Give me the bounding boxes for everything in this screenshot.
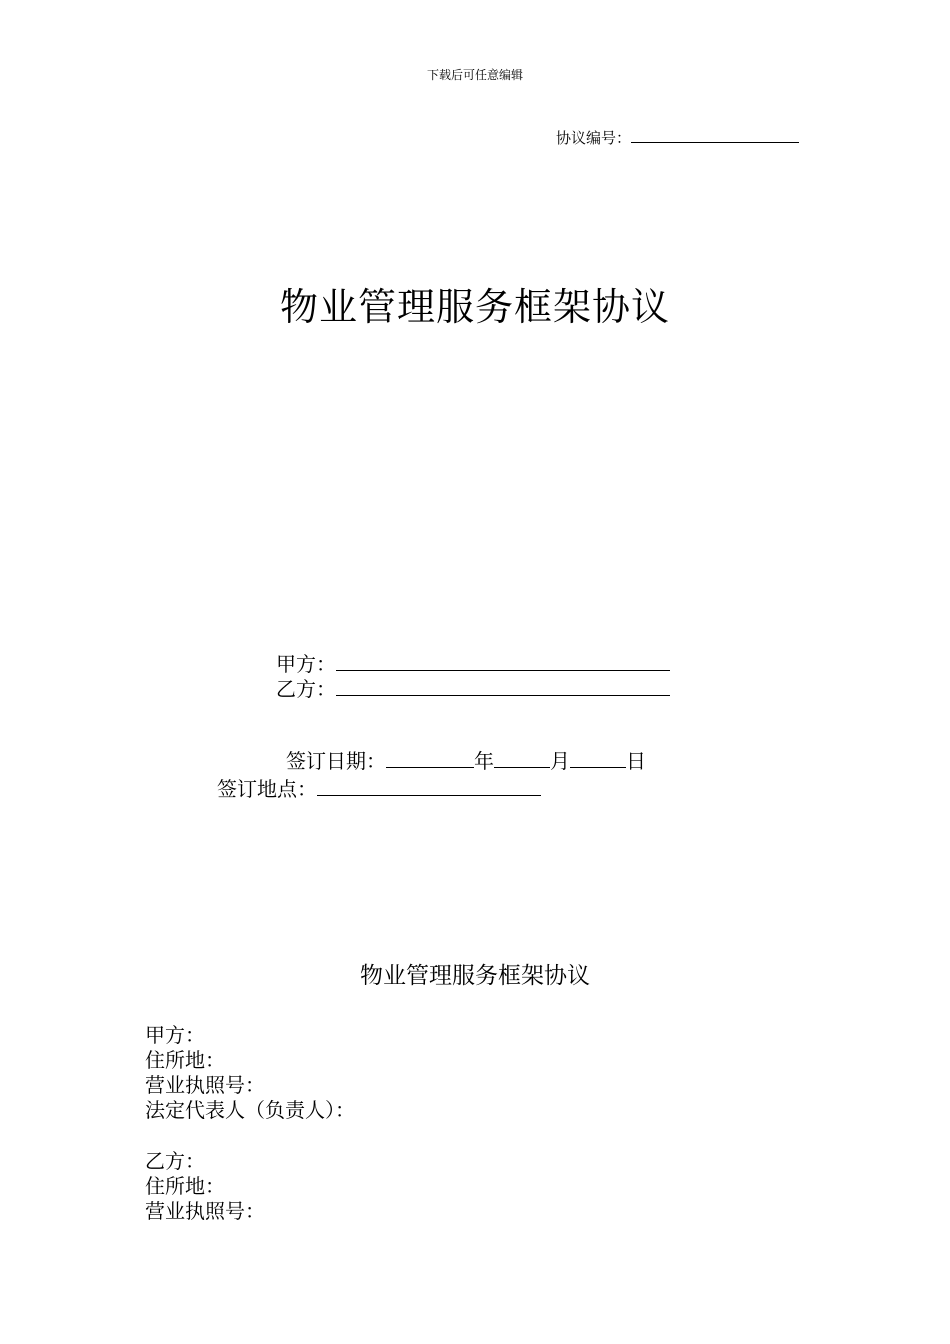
party-a-license: 营业执照号：	[145, 1073, 265, 1097]
agreement-number-field	[556, 127, 799, 148]
agreement-number-label: 协议编号：	[556, 129, 632, 147]
signing-month-label: 月	[550, 749, 570, 773]
cover-party-b-label: 乙方：	[276, 677, 336, 701]
cover-party-a-blank	[336, 651, 670, 671]
party-b-heading: 乙方：	[145, 1149, 205, 1173]
body-title: 物业管理服务框架协议	[360, 963, 590, 989]
signing-month-blank	[494, 748, 550, 768]
signing-place-blank	[317, 776, 541, 796]
signing-year-label: 年	[474, 749, 494, 773]
agreement-number-blank	[631, 128, 799, 143]
party-b-license: 营业执照号：	[145, 1199, 265, 1223]
cover-title: 物业管理服务框架协议	[279, 285, 670, 329]
party-a-heading: 甲方：	[145, 1023, 205, 1047]
party-b-address: 住所地：	[145, 1174, 225, 1198]
signing-date-field	[286, 745, 646, 774]
signing-day-blank	[570, 748, 626, 768]
signing-place-field	[217, 773, 541, 802]
party-a-address: 住所地：	[145, 1048, 225, 1072]
party-a-representative: 法定代表人（负责人）：	[145, 1098, 355, 1122]
signing-year-blank	[386, 748, 474, 768]
signing-date-label: 签订日期：	[286, 749, 386, 773]
cover-party-a-label: 甲方：	[276, 652, 336, 676]
cover-party-b	[276, 673, 670, 702]
cover-party-b-blank	[336, 676, 670, 696]
header-note: 下载后可任意编辑	[426, 68, 523, 82]
signing-place-label: 签订地点：	[217, 777, 317, 801]
signing-day-label: 日	[626, 749, 646, 773]
